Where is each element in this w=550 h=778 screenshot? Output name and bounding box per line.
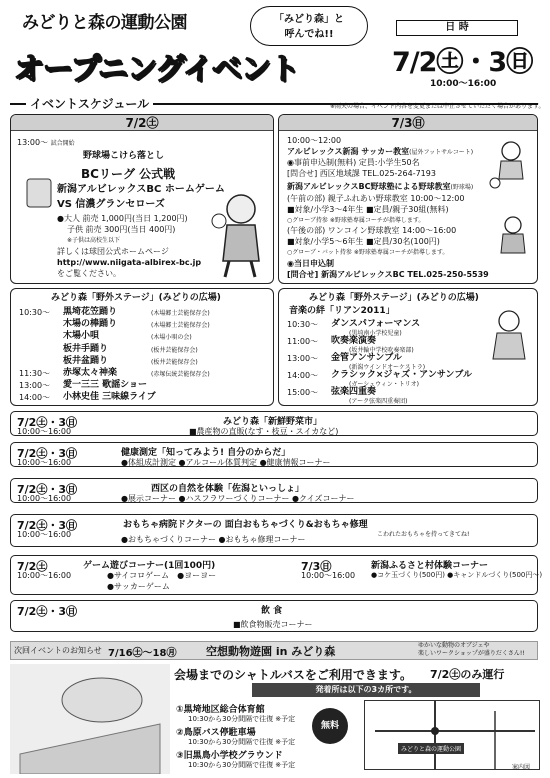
stage-item-performer: (木場郷土芸能保存会) [151,310,210,317]
row-food [10,600,538,632]
schedule-heading: イベントスケジュール [26,95,153,112]
row3-title: 西区の自然を体験「佐潟といっしょ」 [151,484,305,494]
row1-time: 10:00～16:00 [17,427,72,436]
row-sakata-nature [10,478,538,503]
stage-item-name: ダンスパフォーマンス [331,319,421,329]
stage-item-name: 板井盆踊り [63,355,109,366]
title-line2: オープニングイベント [14,52,299,87]
soccer-contact: [問合せ] 西区地域課 TEL.025-264-7193 [287,169,436,178]
details-text-end: をご覧ください。 [57,269,121,278]
stage-item-time: 14:00～ [287,371,319,380]
free-badge: 無料 [312,708,348,744]
stage-item-performer: (ガーシュウィン・トリオ) [349,381,420,388]
next-side-line2: 楽しいワークショップが盛りだくさん!! [418,650,525,657]
stage-item-name: 弦楽四重奏 [331,387,377,397]
home-game-title: 新潟アルビレックスBC ホームゲーム [57,184,225,195]
stadium-opening: 野球場こけら落とし [83,151,165,161]
stage-item-name: 黒埼花笠踊り [63,307,118,317]
stage-jul3-box [278,288,538,406]
club-url[interactable]: http://www.niigata-albirex-bc.jp [57,258,202,267]
route-map [364,700,540,770]
stop-3-note: 10:30から30分間隔で往復 ※予定 [188,761,296,769]
row5b-items: ●コケ玉づくり(500円) ●キャンドルづくり(500円～) [371,571,543,579]
bubble-line1: 「みどり森」と [274,14,344,25]
stop-1-note: 10:30から30分間隔で往復 ※予定 [188,715,296,723]
row2-time: 10:00～16:00 [17,458,72,467]
stop-2-name: ②鳥原バス停駐車場 [176,728,256,738]
map-title: 案内図 [512,764,531,771]
soccer-time: 10:00～12:00 [287,136,342,145]
stop-3-name: ③旧黒鳥小学校グラウンド [176,751,283,761]
soccer-apply: ◉事前申込制(無料) 定員:小学生50名 [287,158,420,167]
row1-date: 7/2㊏・3㊐ [17,416,77,429]
row-health-check [10,442,538,467]
stage-item-time: 11:00～ [287,337,319,346]
morning-class: (午前の部) 親子ふれあい野球教室 10:00～12:00 [287,194,465,203]
nickname-bubble [250,6,368,46]
price-note: ※子供は高校生以下 [67,237,121,244]
opponent: VS 信濃グランセローズ [57,199,165,210]
row4-title: おもちゃ病院ドクターの 面白おもちゃづくり&おもちゃ修理 [123,520,368,530]
stage2-header: みどり森「野外ステージ」(みどりの広場) [51,293,221,303]
row5b-title: 新潟ふるさと村体験コーナー [371,561,489,571]
stage-item-time: 10:30～ [287,320,319,329]
shuttle-date: 7/2㊏のみ運行 [430,668,505,681]
afternoon-target: ■対象/小学5～6年生 ■定員/30名(100円) [287,237,440,246]
price-adult: ●大人 前売 1,000円(当日 1,200円) [57,214,188,223]
stage-item-performer: (木場郷土芸能保存会) [151,322,210,330]
row5-title: ゲーム遊びコーナー(1回100円) [83,561,216,571]
baseball-contact: [問合せ] 新潟アルビレックスBC TEL.025-250-5539 [287,270,489,279]
stage-item-performer: (木場小唄の会) [151,334,192,342]
stage-item-time: 13:00～ [19,381,51,391]
row-vegetable-market [10,411,538,436]
stage-item-time: 10:30～ [19,308,51,317]
same-day-apply: ◉当日申込制 [287,259,334,268]
row2-date: 7/2㊏・3㊐ [17,447,77,460]
stage-item-performer: (アーク弦楽四重奏団) [349,398,408,405]
next-event-side [418,642,525,658]
stage3-intro: 音楽の絆「リアン2011」 [289,306,395,316]
row-games [10,555,543,595]
stop-2-note: 10:30から30分間隔で往復 ※予定 [188,738,296,746]
next-side-line1: ゆかいな動物のオブジェや [418,642,490,649]
stage-item-name: 赤塚太々神楽 [63,368,118,378]
morning-target: ■対象/小学3～4年生 ■定員/親子30組(無料) [287,205,449,214]
rain-note: ※雨天の場合、イベント内容を変更または中止させていただく場合があります。 [330,103,545,110]
stage-item-performer: (板井芸能保存会) [151,346,198,354]
row1-title: みどり森「新鮮野菜市」 [223,417,323,427]
soccer-player-illustration [487,139,533,189]
row3-date: 7/2㊏・3㊐ [17,483,77,496]
stage-item-name: クラシック×ジャズ・アンサンブル [331,370,473,380]
row2-items: ●体組成計測定 ●アルコール体質判定 ●健康情報コーナー [121,458,331,467]
stop-1-name: ①黒埼地区総合体育館 [176,705,265,715]
stage-item-name: 木場小唄 [63,331,100,342]
stage-item-name: 吹奏楽演奏 [331,336,377,346]
stage-item-performer: (坂井輪中学校吹奏楽部) [349,347,414,354]
title-line1: みどりと森の運動公園 [22,13,187,33]
row6-date: 7/2㊏・3㊐ [17,605,77,618]
jul3-header: 7/3㊐ [279,115,537,131]
row6-items: ■飲食物販売コーナー [233,620,313,629]
row4-note: こわれたおもちゃを持ってきてね! [377,531,470,538]
jul3-classes-box [278,114,538,284]
row5-date: 7/2㊏ [17,560,48,573]
details-text: 詳しくは球団公式ホームページ [57,247,169,256]
singer-illustration [487,309,533,363]
stage-jul2-box [10,288,274,406]
afternoon-note: ○グローブ・バット持参 ※野球塾専属コーチが指導します。 [287,249,449,256]
row5-items-b: ●サッカーゲーム [107,582,170,591]
row5-time: 10:00～16:00 [17,571,72,580]
morning-note: ○グローブ持参 ※野球塾専属コーチが指導します。 [287,217,425,224]
stage-item-performer: (赤塚伝統芸能保存会) [151,371,210,378]
next-event-title: 空想動物遊園 in みどり森 [206,645,336,658]
crowd-illustration [25,149,53,209]
stage-item-name: 木場の棒踊り [63,319,118,330]
baseball-school: 新潟アルビレックスBC野球塾による野球教室(野球場) [287,182,474,191]
next-event-date: 7/16㊏～18㊊ [108,648,177,659]
shuttle-subtitle: 発着所は以下の3カ所です。 [252,683,480,697]
stage-item-time: 11:30～ [19,369,51,378]
park-aerial-illustration [10,664,170,774]
soccer-class: アルビレックス新潟 サッカー教室(屋外フットサルコート) [287,147,474,156]
stage-item-performer: (黒埼南小学校児童) [349,330,402,337]
afternoon-class: (午後の部) ワンコイン野球教室 14:00～16:00 [287,226,457,235]
row4-date: 7/2㊏・3㊐ [17,519,77,532]
stage-item-time: 13:00～ [287,354,319,363]
jul2-header: 7/2㊏ [11,115,273,131]
stage-item-name: 金管アンサンブル [331,353,402,363]
stage-item-name: 小林史佳 三味線ライブ [63,392,156,403]
date-label: 日 時 [396,20,518,36]
jul2-baseball-box [10,114,274,284]
next-event-label: 次回イベントのお知らせ [14,646,102,655]
game-time: 13:00～ 試合開始 [17,138,75,147]
baseball-player-illustration [493,215,533,259]
row4-items: ●おもちゃづくりコーナー ●おもちゃ修理コーナー [121,535,306,544]
bc-league-title: BCリーグ 公式戦 [81,167,176,181]
stage-item-name: 愛一三三 歌謡ショー [63,380,147,391]
row-toy-workshop [10,514,538,547]
price-child: 子供 前売 300円(当日 400円) [67,225,176,234]
row5b-time: 10:00～16:00 [301,571,356,580]
stage-item-time: 14:00～ [19,393,51,403]
row6-title: 飲 食 [261,606,283,616]
row2-title: 健康測定「知ってみよう! 自分のからだ」 [121,448,291,458]
row4-time: 10:00～16:00 [17,530,72,539]
stage-item-performer: (新潟ウインドオーケストラ) [349,364,426,371]
mascot-illustration [207,191,271,281]
stage-item-name: 板井手踊り [63,343,109,354]
stage-item-performer: (板井芸能保存会) [151,358,198,366]
row5-items-a: ●サイコロゲーム ●ヨーヨー [107,571,217,580]
event-time: 10:00～16:00 [430,79,497,89]
event-dates: 7/2㊏・3㊐ [392,47,533,78]
stage3-header: みどり森「野外ステージ」(みどりの広場) [309,293,479,303]
shuttle-title: 会場までのシャトルバスをご利用できます。 [174,668,412,682]
row1-items: ■農産物の直販(なす・枝豆・スイカなど) [189,427,339,436]
row5b-date: 7/3㊐ [301,560,332,573]
row3-items: ●展示コーナー ●ハスフラワーづくりコーナー ●クイズコーナー [121,494,355,503]
bubble-line2: 呼んでね!! [284,29,334,40]
stage-item-time: 15:00～ [287,388,319,397]
map-park-label: みどりと森の運動公園 [398,743,464,754]
row3-time: 10:00～16:00 [17,494,72,503]
